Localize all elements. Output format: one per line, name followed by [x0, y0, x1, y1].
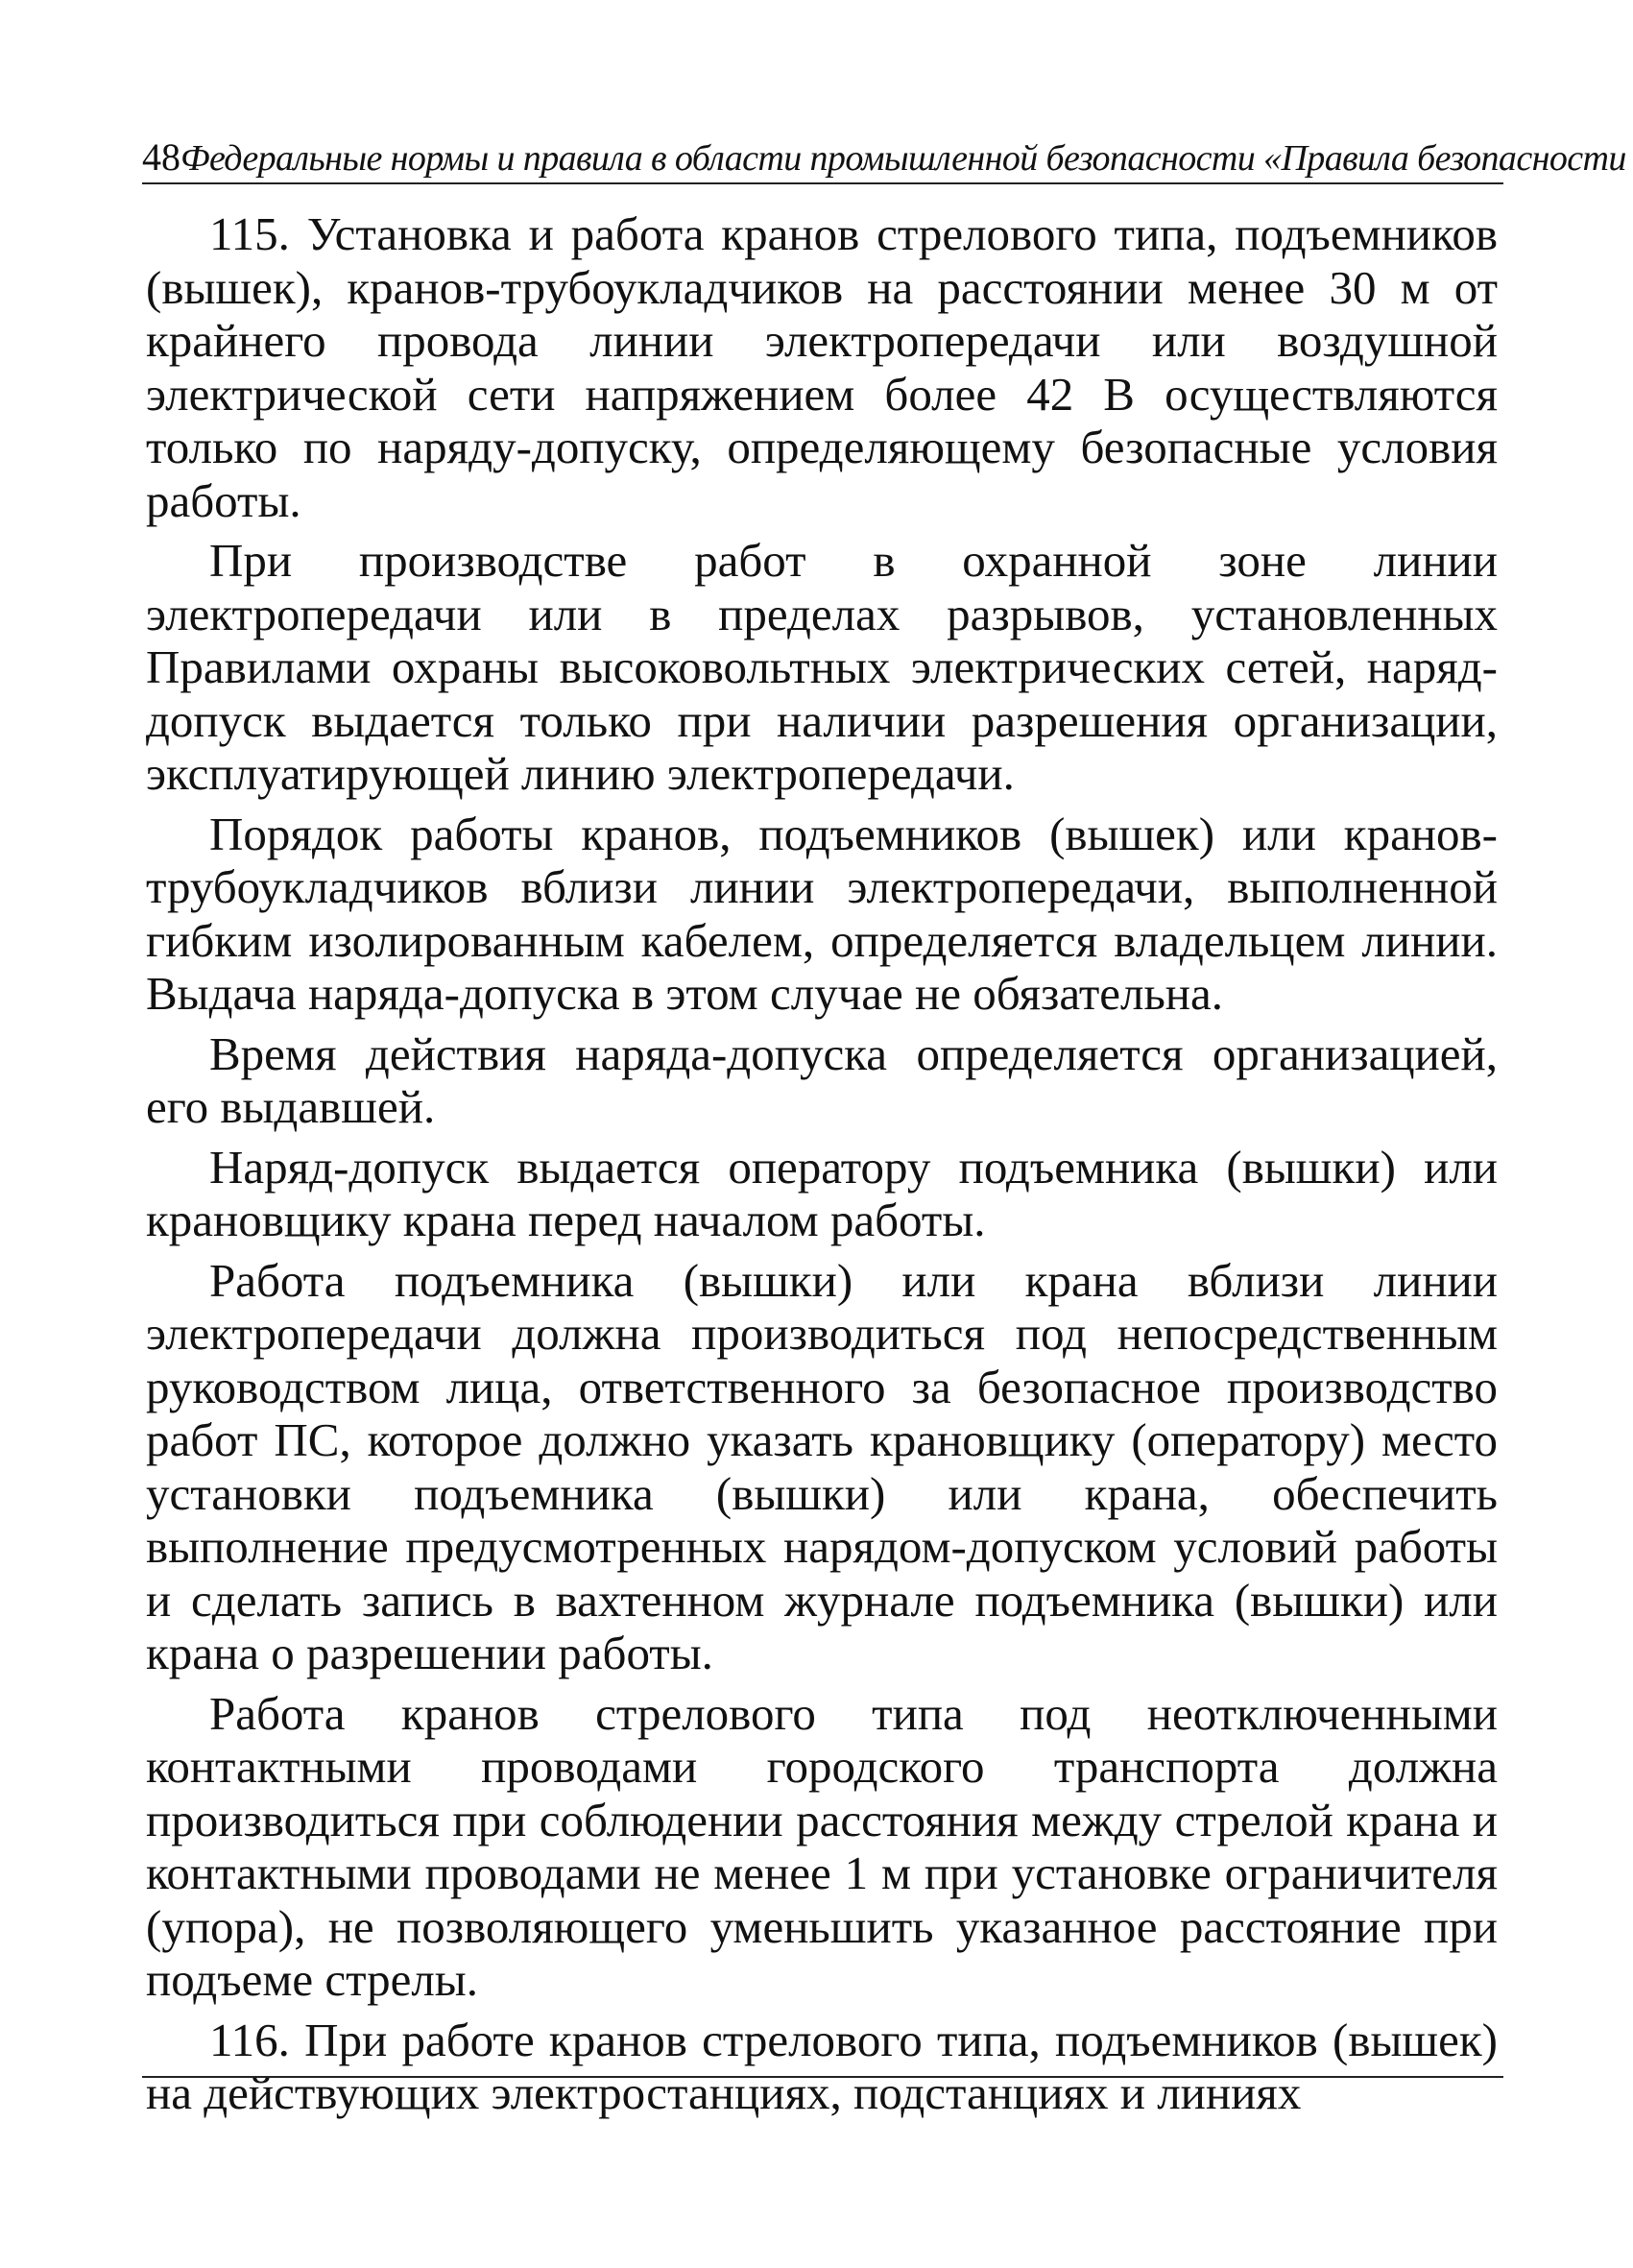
running-title: Федеральные нормы и правила в области промышленной безопасности «Правила безопасности	[180, 138, 1626, 179]
paragraph-permit-issue: Наряд-допуск выдается оператору подъемника (вышки) или крановщику крана перед началом работы.	[146, 1140, 1498, 1246]
paragraph-permit-duration: Время действия наряда-допуска определяется организацией, его выдавшей.	[146, 1026, 1498, 1133]
paragraph-contact-wires: Работа кранов стрелового типа под неотключенными контактными проводами городского транспорта должна производиться при соблюдении расстояния между стрелой крана и контактными проводами не менее 1 м при установке ограничителя (упора), не позволяющего уменьшить указанное расстояние при подъеме стрелы.	[146, 1686, 1498, 2006]
footer-rule	[142, 2076, 1503, 2078]
paragraph-supervision: Работа подъемника (вышки) или крана вблизи линии электропередачи должна производиться под непосредственным руководством лица, ответственного за безопасное производство работ ПС, которое должно указать крановщику (оператору) место установки подъемника (вышки) или крана, обеспечить выполнение предусмотренных нарядом-допуском условий работы и сделать запись в вахтенном журнале подъемника (вышки) или крана о разрешении работы.	[146, 1253, 1498, 1679]
body-text	[146, 207, 1498, 2127]
paragraph-insulated-cable: Порядок работы кранов, подъемников (вышек) или кранов-трубоукладчиков вблизи линии электропередачи, выполненной гибким изолированным кабелем, определяется владельцем линии. Выдача наряда-допуска в этом случае не обязательна.	[146, 807, 1498, 1020]
paragraph-115: 115. Установка и работа кранов стрелового типа, подъемников (вышек), кранов-трубоукладчиков на расстоянии менее 30 м от крайнего провода линии электропередачи или воздушной электрической сети напряжением более 42 В осуществляются только по наряду-допуску, определяющему безопасные условия работы.	[146, 207, 1498, 527]
page-header	[142, 127, 1626, 184]
paragraph-116: 116. При работе кранов стрелового типа, подъемников (вышек) на действующих электростанциях, подстанциях и линиях	[146, 2013, 1498, 2119]
paragraph-security-zone: При производстве работ в охранной зоне линии электропередачи или в пределах разрывов, установленных Правилами охраны высоковольтных электрических сетей, наряд-допуск выдается только при наличии разрешения организации, эксплуатирующей линию электропередачи.	[146, 534, 1498, 800]
page-number: 48	[142, 135, 180, 179]
